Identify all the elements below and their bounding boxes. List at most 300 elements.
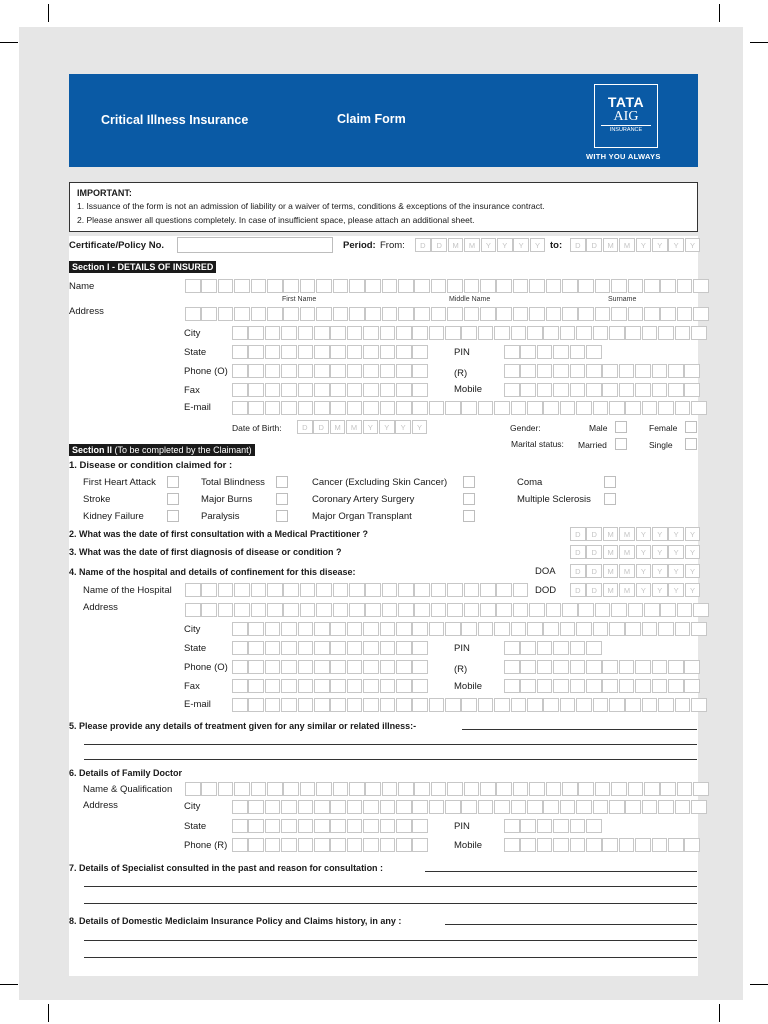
char-box[interactable]: [363, 679, 379, 693]
char-box[interactable]: [365, 583, 381, 597]
char-box[interactable]: [281, 838, 297, 852]
char-box[interactable]: [380, 401, 396, 415]
married-checkbox[interactable]: [615, 438, 627, 450]
period-from-date[interactable]: [415, 238, 546, 252]
char-box[interactable]: [635, 679, 651, 693]
coma-checkbox[interactable]: [604, 476, 616, 488]
char-box[interactable]: [281, 660, 297, 674]
char-box[interactable]: [363, 383, 379, 397]
char-box[interactable]: [461, 326, 477, 340]
char-box[interactable]: [267, 782, 283, 796]
char-box[interactable]: [248, 698, 264, 712]
char-box[interactable]: [562, 279, 578, 293]
date-digit-box[interactable]: Y: [668, 583, 684, 597]
date-digit-box[interactable]: D: [431, 238, 447, 252]
first-diagnosis-date[interactable]: [570, 545, 701, 559]
char-box[interactable]: [520, 819, 536, 833]
char-box[interactable]: [560, 326, 576, 340]
char-box[interactable]: [347, 838, 363, 852]
char-box[interactable]: [625, 698, 641, 712]
char-box[interactable]: [398, 279, 414, 293]
char-box[interactable]: [619, 364, 635, 378]
char-box[interactable]: [619, 838, 635, 852]
char-box[interactable]: [595, 782, 611, 796]
char-box[interactable]: [201, 603, 217, 617]
char-box[interactable]: [232, 819, 248, 833]
char-box[interactable]: [267, 583, 283, 597]
char-box[interactable]: [431, 782, 447, 796]
char-box[interactable]: [494, 326, 510, 340]
char-box[interactable]: [537, 660, 553, 674]
char-box[interactable]: [251, 307, 267, 321]
char-box[interactable]: [363, 622, 379, 636]
date-digit-box[interactable]: M: [464, 238, 480, 252]
char-box[interactable]: [586, 819, 602, 833]
char-box[interactable]: [347, 326, 363, 340]
char-box[interactable]: [684, 679, 700, 693]
char-box[interactable]: [314, 345, 330, 359]
char-box[interactable]: [380, 641, 396, 655]
char-box[interactable]: [330, 401, 346, 415]
char-box[interactable]: [658, 698, 674, 712]
char-box[interactable]: [464, 782, 480, 796]
date-digit-box[interactable]: M: [619, 545, 635, 559]
char-box[interactable]: [684, 660, 700, 674]
char-box[interactable]: [644, 603, 660, 617]
date-digit-box[interactable]: M: [603, 527, 619, 541]
date-digit-box[interactable]: D: [570, 583, 586, 597]
char-box[interactable]: [218, 583, 234, 597]
char-box[interactable]: [382, 279, 398, 293]
date-digit-box[interactable]: D: [586, 527, 602, 541]
char-box[interactable]: [298, 838, 314, 852]
char-box[interactable]: [382, 307, 398, 321]
char-box[interactable]: [380, 383, 396, 397]
char-box[interactable]: [668, 383, 684, 397]
char-box[interactable]: [478, 401, 494, 415]
char-box[interactable]: [363, 345, 379, 359]
answer-line[interactable]: [445, 924, 697, 925]
char-box[interactable]: [504, 679, 520, 693]
certificate-input[interactable]: [177, 237, 333, 253]
char-box[interactable]: [380, 345, 396, 359]
char-box[interactable]: [314, 622, 330, 636]
date-digit-box[interactable]: D: [570, 545, 586, 559]
char-box[interactable]: [570, 838, 586, 852]
char-box[interactable]: [578, 782, 594, 796]
char-box[interactable]: [314, 679, 330, 693]
char-box[interactable]: [570, 819, 586, 833]
date-digit-box[interactable]: Y: [685, 545, 701, 559]
char-box[interactable]: [635, 383, 651, 397]
char-box[interactable]: [611, 279, 627, 293]
char-box[interactable]: [658, 622, 674, 636]
char-box[interactable]: [660, 279, 676, 293]
char-box[interactable]: [185, 307, 201, 321]
char-box[interactable]: [232, 401, 248, 415]
char-box[interactable]: [543, 622, 559, 636]
char-box[interactable]: [578, 279, 594, 293]
char-box[interactable]: [349, 603, 365, 617]
char-box[interactable]: [461, 698, 477, 712]
char-box[interactable]: [298, 698, 314, 712]
char-box[interactable]: [265, 641, 281, 655]
char-box[interactable]: [314, 838, 330, 852]
char-box[interactable]: [595, 603, 611, 617]
char-box[interactable]: [693, 782, 709, 796]
char-box[interactable]: [398, 307, 414, 321]
char-box[interactable]: [511, 326, 527, 340]
char-box[interactable]: [363, 838, 379, 852]
char-box[interactable]: [576, 800, 592, 814]
char-box[interactable]: [298, 326, 314, 340]
char-box[interactable]: [218, 279, 234, 293]
char-box[interactable]: [201, 583, 217, 597]
char-box[interactable]: [349, 279, 365, 293]
char-box[interactable]: [478, 326, 494, 340]
date-digit-box[interactable]: Y: [685, 583, 701, 597]
char-box[interactable]: [248, 326, 264, 340]
char-box[interactable]: [537, 364, 553, 378]
char-box[interactable]: [619, 660, 635, 674]
char-box[interactable]: [314, 326, 330, 340]
female-checkbox[interactable]: [685, 421, 697, 433]
char-box[interactable]: [527, 622, 543, 636]
char-box[interactable]: [218, 307, 234, 321]
char-box[interactable]: [675, 326, 691, 340]
char-box[interactable]: [529, 279, 545, 293]
doctor-phone-boxes[interactable]: [232, 838, 429, 852]
char-box[interactable]: [248, 622, 264, 636]
char-box[interactable]: [234, 307, 250, 321]
multiple-sclerosis-checkbox[interactable]: [604, 493, 616, 505]
char-box[interactable]: [380, 622, 396, 636]
date-digit-box[interactable]: Y: [685, 527, 701, 541]
char-box[interactable]: [363, 401, 379, 415]
char-box[interactable]: [644, 307, 660, 321]
char-box[interactable]: [330, 819, 346, 833]
char-box[interactable]: [576, 622, 592, 636]
char-box[interactable]: [553, 364, 569, 378]
date-digit-box[interactable]: Y: [685, 238, 701, 252]
char-box[interactable]: [496, 307, 512, 321]
char-box[interactable]: [478, 800, 494, 814]
char-box[interactable]: [265, 622, 281, 636]
char-box[interactable]: [298, 641, 314, 655]
char-box[interactable]: [281, 326, 297, 340]
char-box[interactable]: [185, 782, 201, 796]
char-box[interactable]: [429, 401, 445, 415]
char-box[interactable]: [464, 583, 480, 597]
char-box[interactable]: [537, 819, 553, 833]
dod-date[interactable]: [570, 583, 701, 597]
char-box[interactable]: [412, 345, 428, 359]
char-box[interactable]: [396, 345, 412, 359]
doctor-name-boxes[interactable]: [185, 782, 710, 796]
char-box[interactable]: [347, 800, 363, 814]
char-box[interactable]: [396, 641, 412, 655]
char-box[interactable]: [560, 401, 576, 415]
char-box[interactable]: [330, 364, 346, 378]
char-box[interactable]: [412, 401, 428, 415]
doctor-state-boxes[interactable]: [232, 819, 429, 833]
char-box[interactable]: [609, 326, 625, 340]
char-box[interactable]: [333, 782, 349, 796]
char-box[interactable]: [267, 603, 283, 617]
hospital-phone-o-boxes[interactable]: [232, 660, 429, 674]
char-box[interactable]: [611, 307, 627, 321]
char-box[interactable]: [560, 622, 576, 636]
date-digit-box[interactable]: Y: [481, 238, 497, 252]
char-box[interactable]: [316, 583, 332, 597]
char-box[interactable]: [414, 603, 430, 617]
answer-line[interactable]: [84, 957, 697, 958]
char-box[interactable]: [414, 583, 430, 597]
char-box[interactable]: [396, 660, 412, 674]
char-box[interactable]: [543, 401, 559, 415]
char-box[interactable]: [330, 383, 346, 397]
char-box[interactable]: [537, 345, 553, 359]
char-box[interactable]: [232, 622, 248, 636]
date-digit-box[interactable]: Y: [685, 564, 701, 578]
char-box[interactable]: [412, 679, 428, 693]
char-box[interactable]: [363, 698, 379, 712]
char-box[interactable]: [447, 307, 463, 321]
char-box[interactable]: [314, 698, 330, 712]
pin-boxes[interactable]: [504, 345, 602, 359]
char-box[interactable]: [520, 660, 536, 674]
date-digit-box[interactable]: D: [570, 238, 586, 252]
char-box[interactable]: [511, 622, 527, 636]
char-box[interactable]: [578, 307, 594, 321]
char-box[interactable]: [578, 603, 594, 617]
char-box[interactable]: [347, 698, 363, 712]
char-box[interactable]: [546, 603, 562, 617]
char-box[interactable]: [445, 401, 461, 415]
char-box[interactable]: [652, 838, 668, 852]
date-digit-box[interactable]: Y: [636, 564, 652, 578]
answer-line[interactable]: [84, 940, 697, 941]
char-box[interactable]: [504, 660, 520, 674]
char-box[interactable]: [529, 307, 545, 321]
char-box[interactable]: [281, 383, 297, 397]
state-boxes[interactable]: [232, 345, 429, 359]
char-box[interactable]: [330, 838, 346, 852]
address-boxes[interactable]: [185, 307, 710, 321]
answer-line[interactable]: [84, 744, 697, 745]
char-box[interactable]: [300, 782, 316, 796]
doctor-mobile-boxes[interactable]: [504, 838, 701, 852]
hospital-phone-r-boxes[interactable]: [504, 660, 701, 674]
cancer-checkbox[interactable]: [463, 476, 475, 488]
char-box[interactable]: [412, 660, 428, 674]
char-box[interactable]: [429, 326, 445, 340]
char-box[interactable]: [333, 603, 349, 617]
total-blindness-checkbox[interactable]: [276, 476, 288, 488]
char-box[interactable]: [298, 679, 314, 693]
char-box[interactable]: [314, 819, 330, 833]
date-digit-box[interactable]: Y: [363, 420, 379, 434]
char-box[interactable]: [684, 383, 700, 397]
char-box[interactable]: [691, 401, 707, 415]
char-box[interactable]: [248, 819, 264, 833]
char-box[interactable]: [330, 345, 346, 359]
char-box[interactable]: [668, 364, 684, 378]
char-box[interactable]: [330, 800, 346, 814]
char-box[interactable]: [464, 603, 480, 617]
hospital-pin-boxes[interactable]: [504, 641, 602, 655]
char-box[interactable]: [281, 401, 297, 415]
char-box[interactable]: [283, 583, 299, 597]
char-box[interactable]: [553, 679, 569, 693]
char-box[interactable]: [429, 800, 445, 814]
char-box[interactable]: [625, 326, 641, 340]
char-box[interactable]: [232, 838, 248, 852]
char-box[interactable]: [464, 307, 480, 321]
char-box[interactable]: [625, 401, 641, 415]
char-box[interactable]: [265, 698, 281, 712]
date-digit-box[interactable]: Y: [497, 238, 513, 252]
char-box[interactable]: [635, 364, 651, 378]
major-burns-checkbox[interactable]: [276, 493, 288, 505]
char-box[interactable]: [658, 326, 674, 340]
date-digit-box[interactable]: M: [346, 420, 362, 434]
char-box[interactable]: [675, 622, 691, 636]
char-box[interactable]: [602, 364, 618, 378]
char-box[interactable]: [611, 782, 627, 796]
char-box[interactable]: [602, 838, 618, 852]
char-box[interactable]: [281, 819, 297, 833]
char-box[interactable]: [251, 279, 267, 293]
char-box[interactable]: [316, 307, 332, 321]
char-box[interactable]: [234, 279, 250, 293]
date-digit-box[interactable]: Y: [530, 238, 546, 252]
char-box[interactable]: [380, 800, 396, 814]
char-box[interactable]: [494, 800, 510, 814]
char-box[interactable]: [232, 345, 248, 359]
char-box[interactable]: [609, 698, 625, 712]
date-digit-box[interactable]: M: [603, 545, 619, 559]
char-box[interactable]: [602, 383, 618, 397]
char-box[interactable]: [347, 622, 363, 636]
date-digit-box[interactable]: Y: [652, 545, 668, 559]
char-box[interactable]: [513, 307, 529, 321]
char-box[interactable]: [265, 364, 281, 378]
date-digit-box[interactable]: D: [313, 420, 329, 434]
char-box[interactable]: [570, 345, 586, 359]
date-digit-box[interactable]: M: [448, 238, 464, 252]
char-box[interactable]: [513, 279, 529, 293]
char-box[interactable]: [347, 679, 363, 693]
char-box[interactable]: [504, 641, 520, 655]
char-box[interactable]: [298, 364, 314, 378]
char-box[interactable]: [635, 660, 651, 674]
char-box[interactable]: [248, 800, 264, 814]
date-digit-box[interactable]: M: [619, 583, 635, 597]
char-box[interactable]: [414, 307, 430, 321]
char-box[interactable]: [232, 679, 248, 693]
char-box[interactable]: [494, 698, 510, 712]
char-box[interactable]: [553, 345, 569, 359]
char-box[interactable]: [619, 679, 635, 693]
char-box[interactable]: [429, 622, 445, 636]
char-box[interactable]: [529, 603, 545, 617]
doctor-pin-boxes[interactable]: [504, 819, 602, 833]
char-box[interactable]: [595, 279, 611, 293]
char-box[interactable]: [380, 819, 396, 833]
date-digit-box[interactable]: Y: [513, 238, 529, 252]
char-box[interactable]: [382, 603, 398, 617]
char-box[interactable]: [537, 641, 553, 655]
char-box[interactable]: [496, 583, 512, 597]
char-box[interactable]: [363, 326, 379, 340]
char-box[interactable]: [445, 698, 461, 712]
answer-line[interactable]: [462, 729, 697, 730]
char-box[interactable]: [232, 326, 248, 340]
char-box[interactable]: [691, 622, 707, 636]
char-box[interactable]: [625, 800, 641, 814]
char-box[interactable]: [652, 679, 668, 693]
char-box[interactable]: [314, 660, 330, 674]
date-digit-box[interactable]: Y: [412, 420, 428, 434]
char-box[interactable]: [412, 641, 428, 655]
char-box[interactable]: [520, 679, 536, 693]
char-box[interactable]: [267, 279, 283, 293]
char-box[interactable]: [333, 307, 349, 321]
char-box[interactable]: [185, 279, 201, 293]
char-box[interactable]: [652, 364, 668, 378]
char-box[interactable]: [602, 660, 618, 674]
char-box[interactable]: [248, 345, 264, 359]
char-box[interactable]: [652, 660, 668, 674]
char-box[interactable]: [251, 782, 267, 796]
char-box[interactable]: [412, 364, 428, 378]
char-box[interactable]: [684, 364, 700, 378]
char-box[interactable]: [330, 622, 346, 636]
char-box[interactable]: [480, 603, 496, 617]
char-box[interactable]: [642, 800, 658, 814]
char-box[interactable]: [300, 583, 316, 597]
char-box[interactable]: [445, 622, 461, 636]
char-box[interactable]: [520, 345, 536, 359]
char-box[interactable]: [447, 782, 463, 796]
char-box[interactable]: [628, 603, 644, 617]
answer-line[interactable]: [425, 871, 697, 872]
char-box[interactable]: [396, 819, 412, 833]
char-box[interactable]: [218, 603, 234, 617]
char-box[interactable]: [675, 698, 691, 712]
char-box[interactable]: [586, 641, 602, 655]
char-box[interactable]: [265, 679, 281, 693]
char-box[interactable]: [609, 622, 625, 636]
city-boxes[interactable]: [232, 326, 707, 340]
char-box[interactable]: [660, 307, 676, 321]
char-box[interactable]: [314, 800, 330, 814]
char-box[interactable]: [251, 603, 267, 617]
char-box[interactable]: [281, 800, 297, 814]
answer-line[interactable]: [84, 759, 697, 760]
char-box[interactable]: [677, 307, 693, 321]
char-box[interactable]: [660, 782, 676, 796]
char-box[interactable]: [553, 819, 569, 833]
char-box[interactable]: [570, 679, 586, 693]
char-box[interactable]: [628, 307, 644, 321]
char-box[interactable]: [396, 800, 412, 814]
period-to-date[interactable]: [570, 238, 701, 252]
char-box[interactable]: [363, 364, 379, 378]
char-box[interactable]: [365, 603, 381, 617]
char-box[interactable]: [494, 401, 510, 415]
